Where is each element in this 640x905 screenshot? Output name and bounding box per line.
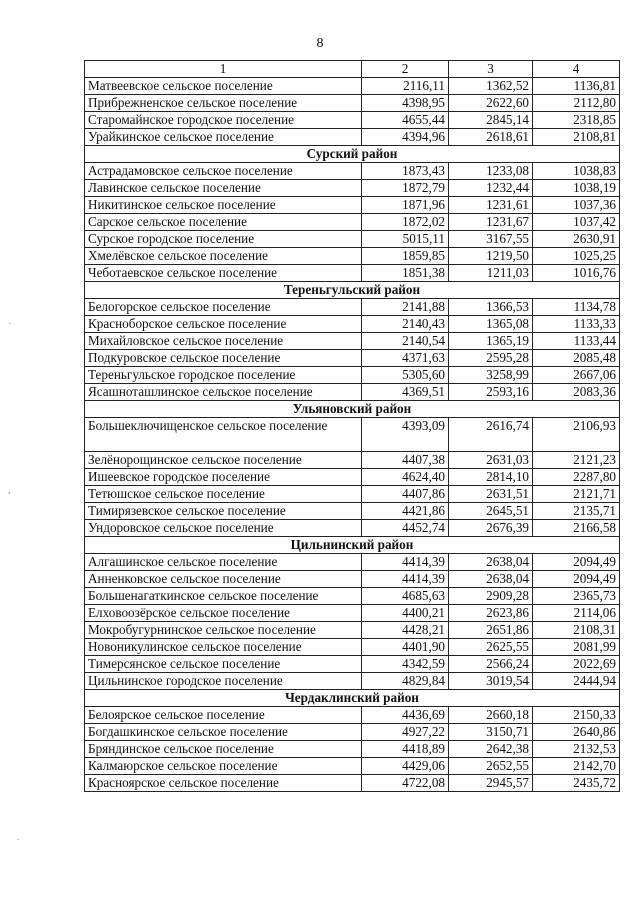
column-header: 4 [533,61,620,78]
table-row [85,418,620,452]
value-col-4: 2166,58 [533,520,620,537]
value-col-3: 1365,19 [449,333,533,350]
value-col-2: 2141,88 [362,299,449,316]
value-col-2: 4342,59 [362,656,449,673]
column-header: 1 [85,61,362,78]
value-col-2: 1859,85 [362,248,449,265]
value-col-3: 1233,08 [449,163,533,180]
table-body [85,78,620,792]
value-col-4: 2435,72 [533,775,620,792]
settlement-name: Лавинское сельское поселение [85,180,362,197]
district-name: Чердаклинский район [85,690,620,707]
value-col-4: 2121,71 [533,486,620,503]
value-col-4: 1037,36 [533,197,620,214]
settlement-name: Михайловское сельское поселение [85,333,362,350]
settlement-name: Старомайнское городское поселение [85,112,362,129]
settlement-name: Калмаюрское сельское поселение [85,758,362,775]
value-col-2: 4624,40 [362,469,449,486]
table-row [85,707,620,724]
value-col-4: 2106,93 [533,418,620,452]
value-col-4: 1016,76 [533,265,620,282]
district-header-row [85,282,620,299]
value-col-4: 2114,06 [533,605,620,622]
value-col-2: 4393,09 [362,418,449,452]
settlement-name: Алгашинское сельское поселение [85,554,362,571]
settlement-name: Подкуровское сельское поселение [85,350,362,367]
value-col-3: 3150,71 [449,724,533,741]
district-name: Ульяновский район [85,401,620,418]
table-row [85,180,620,197]
table-row [85,333,620,350]
table-row [85,622,620,639]
settlement-name: Красноборское сельское поселение [85,316,362,333]
page-number: 8 [316,36,324,51]
column-header: 2 [362,61,449,78]
settlement-name: Белогорское сельское поселение [85,299,362,316]
settlement-name: Большеключищенское сельское поселение [85,418,362,452]
value-col-4: 2365,73 [533,588,620,605]
value-col-4: 2022,69 [533,656,620,673]
value-col-4: 2142,70 [533,758,620,775]
settlement-name: Тимирязевское сельское поселение [85,503,362,520]
value-col-2: 1871,96 [362,197,449,214]
value-col-4: 2085,48 [533,350,620,367]
value-col-2: 4371,63 [362,350,449,367]
value-col-3: 2638,04 [449,571,533,588]
table-row [85,503,620,520]
scan-mark: · [8,318,12,330]
value-col-2: 4398,95 [362,95,449,112]
value-col-3: 2566,24 [449,656,533,673]
settlement-name: Новоникулинское сельское поселение [85,639,362,656]
value-col-2: 4407,38 [362,452,449,469]
value-col-2: 4414,39 [362,571,449,588]
value-col-4: 2083,36 [533,384,620,401]
settlement-name: Урайкинское сельское поселение [85,129,362,146]
value-col-2: 1873,43 [362,163,449,180]
table-row [85,78,620,95]
value-col-2: 4421,86 [362,503,449,520]
value-col-3: 2909,28 [449,588,533,605]
value-col-3: 1231,67 [449,214,533,231]
settlement-name: Чеботаевское сельское поселение [85,265,362,282]
table-row [85,316,620,333]
value-col-2: 5015,11 [362,231,449,248]
value-col-3: 2651,86 [449,622,533,639]
value-col-3: 3167,55 [449,231,533,248]
value-col-2: 4428,21 [362,622,449,639]
table-row [85,163,620,180]
table-header-row [85,61,620,78]
table-row [85,486,620,503]
value-col-3: 2676,39 [449,520,533,537]
table-row [85,452,620,469]
district-header-row [85,146,620,163]
district-name: Сурский район [85,146,620,163]
value-col-4: 2667,06 [533,367,620,384]
value-col-4: 1136,81 [533,78,620,95]
table-row [85,129,620,146]
settlement-name: Мокробугурнинское сельское поселение [85,622,362,639]
value-col-2: 2116,11 [362,78,449,95]
table-row [85,112,620,129]
table-row [85,724,620,741]
settlement-name: Красноярское сельское поселение [85,775,362,792]
table-row [85,588,620,605]
table-row [85,639,620,656]
value-col-2: 5305,60 [362,367,449,384]
table-row [85,673,620,690]
value-col-2: 1872,02 [362,214,449,231]
value-col-4: 2287,80 [533,469,620,486]
value-col-3: 2631,51 [449,486,533,503]
settlement-name: Тереньгульское городское поселение [85,367,362,384]
settlement-name: Анненковское сельское поселение [85,571,362,588]
value-col-3: 2618,61 [449,129,533,146]
value-col-3: 1362,52 [449,78,533,95]
table-row [85,469,620,486]
value-col-2: 1872,79 [362,180,449,197]
table-row [85,231,620,248]
settlement-name: Большенагаткинское сельское поселение [85,588,362,605]
value-col-4: 2094,49 [533,554,620,571]
value-col-4: 2630,91 [533,231,620,248]
value-col-2: 4436,69 [362,707,449,724]
column-header: 3 [449,61,533,78]
value-col-4: 2108,81 [533,129,620,146]
value-col-3: 1366,53 [449,299,533,316]
value-col-2: 4829,84 [362,673,449,690]
settlement-name: Белоярское сельское поселение [85,707,362,724]
value-col-2: 4418,89 [362,741,449,758]
value-col-3: 2945,57 [449,775,533,792]
settlement-name: Астрадамовское сельское поселение [85,163,362,180]
value-col-3: 2814,10 [449,469,533,486]
table-row [85,775,620,792]
value-col-4: 2150,33 [533,707,620,724]
value-col-3: 2623,86 [449,605,533,622]
settlement-name: Цильнинское городское поселение [85,673,362,690]
table-row [85,554,620,571]
value-col-2: 4401,90 [362,639,449,656]
value-col-4: 1134,78 [533,299,620,316]
value-col-4: 1025,25 [533,248,620,265]
district-header-row [85,690,620,707]
value-col-2: 4429,06 [362,758,449,775]
scan-mark: , [8,484,11,496]
settlement-name: Тимерсянское сельское поселение [85,656,362,673]
value-col-4: 2112,80 [533,95,620,112]
value-col-3: 2660,18 [449,707,533,724]
value-col-2: 4407,86 [362,486,449,503]
settlement-name: Елховоозёрское сельское поселение [85,605,362,622]
value-col-2: 1851,38 [362,265,449,282]
value-col-4: 2108,31 [533,622,620,639]
value-col-2: 4685,63 [362,588,449,605]
value-col-2: 4414,39 [362,554,449,571]
value-col-2: 4452,74 [362,520,449,537]
value-col-2: 2140,43 [362,316,449,333]
value-col-3: 2622,60 [449,95,533,112]
value-col-4: 2132,53 [533,741,620,758]
value-col-3: 2595,28 [449,350,533,367]
value-col-4: 2640,86 [533,724,620,741]
table-row [85,741,620,758]
value-col-2: 4394,96 [362,129,449,146]
table-row [85,197,620,214]
settlement-name: Никитинское сельское поселение [85,197,362,214]
value-col-3: 2638,04 [449,554,533,571]
settlement-name: Прибрежненское сельское поселение [85,95,362,112]
value-col-3: 1232,44 [449,180,533,197]
table-row [85,367,620,384]
settlement-name: Тетюшское сельское поселение [85,486,362,503]
scan-mark: · [16,834,20,846]
value-col-4: 1038,19 [533,180,620,197]
table-row [85,384,620,401]
value-col-3: 2642,38 [449,741,533,758]
table-row [85,299,620,316]
settlement-name: Ундоровское сельское поселение [85,520,362,537]
value-col-4: 2444,94 [533,673,620,690]
value-col-3: 3258,99 [449,367,533,384]
district-name: Тереньгульский район [85,282,620,299]
table-row [85,95,620,112]
district-name: Цильнинский район [85,537,620,554]
value-col-3: 2625,55 [449,639,533,656]
settlement-name: Ишеевское городское поселение [85,469,362,486]
value-col-3: 1231,61 [449,197,533,214]
value-col-4: 1133,44 [533,333,620,350]
value-col-3: 1211,03 [449,265,533,282]
district-header-row [85,537,620,554]
value-col-4: 2081,99 [533,639,620,656]
value-col-2: 2140,54 [362,333,449,350]
value-col-3: 2616,74 [449,418,533,452]
value-col-3: 2593,16 [449,384,533,401]
settlement-name: Сурское городское поселение [85,231,362,248]
value-col-3: 2652,55 [449,758,533,775]
table-row [85,214,620,231]
value-col-3: 1219,50 [449,248,533,265]
value-col-4: 2135,71 [533,503,620,520]
table-row [85,265,620,282]
settlement-name: Сарское сельское поселение [85,214,362,231]
value-col-2: 4655,44 [362,112,449,129]
value-col-3: 3019,54 [449,673,533,690]
value-col-3: 1365,08 [449,316,533,333]
value-col-4: 2094,49 [533,571,620,588]
settlement-name: Матвеевское сельское поселение [85,78,362,95]
table-row [85,248,620,265]
data-table [84,60,620,792]
settlement-name: Хмелёвское сельское поселение [85,248,362,265]
value-col-3: 2845,14 [449,112,533,129]
value-col-3: 2645,51 [449,503,533,520]
settlement-name: Ясашноташлинское сельское поселение [85,384,362,401]
table-row [85,758,620,775]
table-row [85,520,620,537]
table-row [85,656,620,673]
value-col-2: 4369,51 [362,384,449,401]
value-col-2: 4400,21 [362,605,449,622]
district-header-row [85,401,620,418]
table-row [85,350,620,367]
value-col-4: 2318,85 [533,112,620,129]
settlement-name: Зелёнорощинское сельское поселение [85,452,362,469]
settlement-name: Бряндинское сельское поселение [85,741,362,758]
table-row [85,605,620,622]
value-col-4: 1038,83 [533,163,620,180]
value-col-2: 4722,08 [362,775,449,792]
value-col-4: 2121,23 [533,452,620,469]
value-col-2: 4927,22 [362,724,449,741]
settlement-name: Богдашкинское сельское поселение [85,724,362,741]
value-col-4: 1133,33 [533,316,620,333]
table-row [85,571,620,588]
value-col-3: 2631,03 [449,452,533,469]
value-col-4: 1037,42 [533,214,620,231]
